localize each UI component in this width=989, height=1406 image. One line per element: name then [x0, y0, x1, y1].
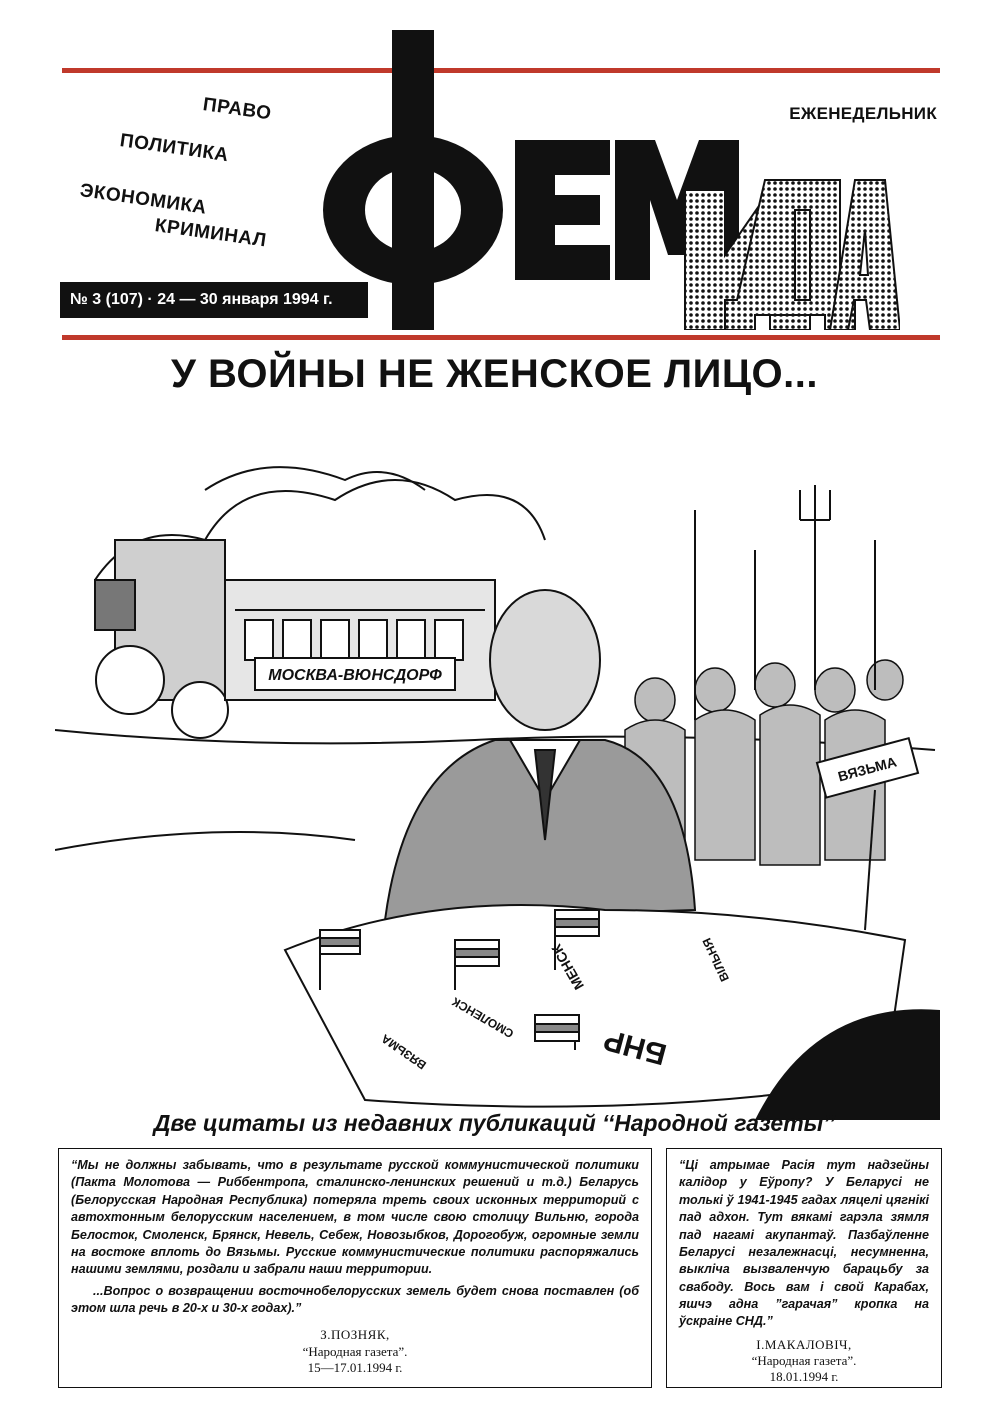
quote-pozniak-para2: ...Вопрос о возвращении восточнобелорусских земель будет снова поставлен (об этом шла речь в 20-х и 30-х годах).” [71, 1283, 639, 1315]
road-sign-label: ВЯЗЬМА [836, 753, 899, 785]
rubric-economics: ЭКОНОМИКА [78, 180, 208, 219]
logo-letter-ef [323, 30, 503, 330]
map-label-vyazma: ВЯЗЬМА [378, 1031, 429, 1073]
map-label-minsk: МЕНСК [548, 941, 587, 993]
logo-letter-ie [515, 140, 610, 280]
quote-makalovich-author: І.МАКАЛОВІЧ, [756, 1336, 852, 1352]
cloud [205, 467, 425, 490]
masthead-logo [310, 30, 900, 330]
masthead-bottom-rule [62, 335, 940, 340]
quote-box-pozniak [58, 1148, 652, 1388]
quote-pozniak-author: З.ПОЗНЯК, [320, 1327, 390, 1343]
quote-pozniak-date: 15—17.01.1994 г. [307, 1359, 403, 1375]
map-label-smolensk: СМОЛЕНСК [449, 994, 517, 1041]
map-label-bnr: БНР [600, 1022, 671, 1071]
quote-pozniak-para1: “Мы не должны забывать, что в результате русской коммунистической политики (Пакта Молотова — Риббентропа, сталинско-ленинских решений и т.д.) Беларусь (Белорусская Народная Республика) потеряла треть своих исконных территорий с автохтонным белорусским населением, в том числе свою столицу Вильню, города Белосток, Смоленск, Брянск, Невель, Себеж, Новозыбков, Дорогобуж, огромные земли на востоке вплоть до Вязьмы. Русские коммунистические политики распоряжались нашими землями, роздали и забрали наши территории. [71, 1158, 639, 1277]
quote-pozniak-signature [71, 1327, 639, 1376]
train-sign: МОСКВА-ВЮНСДОРФ [268, 667, 442, 684]
headline: У ВОЙНЫ НЕ ЖЕНСКОЕ ЛИЦО... [170, 352, 818, 396]
train [95, 540, 495, 738]
quotes-subhead: Две цитаты из недавних публикаций ‘‘Народной газеты’’ [153, 1110, 836, 1136]
rubric-law: ПРАВО [201, 94, 273, 125]
quote-makalovich-source: “Народная газета”. [751, 1353, 857, 1368]
quote-makalovich-signature [679, 1337, 929, 1386]
issue-info: № 3 (107) · 24 — 30 января 1994 г. [60, 282, 368, 318]
quote-makalovich-text: “Ці атрымае Расія тут надзейны калідор у Еўропу? У Беларусі не толькі ў 1941-1945 гадах ляцелі цягнікі пад адхон. Тут вякамі гарэла зямля пад нагамі акупантаў. Пазбаўленне Беларусі незалежнасці, несумненна, выкліча вызваленчую барацьбу за свабоду. Вось вам і свой Карабах, яшчэ адна ”гарачая” кропка на ўскраіне СНД.” [679, 1158, 929, 1329]
rubric-crime: КРИМИНАЛ [153, 215, 268, 252]
weekly-label: ЕЖЕНЕДЕЛЬНИК [789, 104, 937, 123]
quote-box-makalovich [666, 1148, 942, 1388]
political-cartoon [55, 430, 940, 1120]
quote-pozniak-source: “Народная газета”. [302, 1343, 408, 1359]
rubric-politics: ПОЛИТИКА [118, 130, 230, 167]
map-label-vilnia: ВІЛЬНЯ [699, 935, 732, 984]
quote-makalovich-date: 18.01.1994 г. [769, 1369, 839, 1385]
